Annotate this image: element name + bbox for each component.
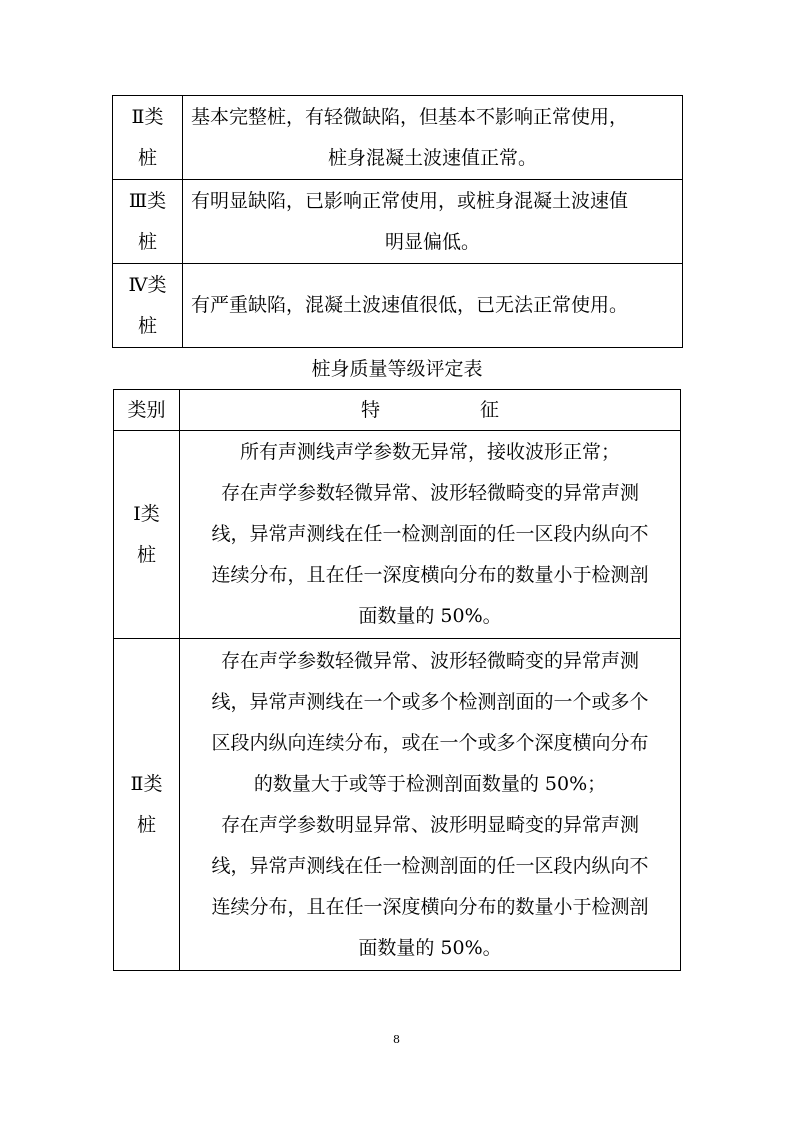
category-label-suffix: 桩	[137, 146, 157, 169]
category-label: Ⅲ类	[128, 189, 167, 212]
category-label: Ⅱ类	[131, 105, 164, 128]
grade-table-top	[112, 95, 683, 348]
category-cell	[113, 96, 183, 180]
table-row	[114, 431, 681, 639]
category-label-suffix: 桩	[137, 230, 157, 253]
feature-line: 所有声测线声学参数无异常，接收波形正常；	[239, 441, 620, 463]
table-header-row	[114, 390, 681, 431]
feature-line: 存在声学参数轻微异常、波形轻微畸变的异常声测	[220, 482, 639, 504]
feature-line: 连续分布，且在任一深度横向分布的数量小于检测剖	[211, 564, 649, 586]
feature-line: 的数量大于或等于检测剖面数量的 50%；	[253, 772, 607, 795]
category-cell	[113, 180, 183, 264]
table-caption: 桩身质量等级评定表	[311, 358, 483, 380]
table-row	[113, 180, 683, 264]
header-category: 类别	[114, 390, 180, 431]
category-label: Ⅳ类	[128, 273, 167, 296]
category-cell	[114, 639, 180, 971]
description-line: 有严重缺陷，混凝土波速值很低，已无法正常使用。	[191, 294, 629, 316]
header-feature-char: 征	[480, 399, 500, 421]
category-label-suffix: 桩	[137, 314, 157, 337]
pile-quality-grade-table	[113, 389, 681, 971]
table-row	[113, 264, 683, 348]
table-row	[113, 96, 683, 180]
category-label-suffix: 桩	[136, 543, 156, 566]
description-line: 有明显缺陷，已影响正常使用，或桩身混凝土波速值	[191, 189, 629, 212]
category-cell	[114, 431, 180, 639]
header-feature-char: 特	[360, 399, 380, 421]
feature-line: 存在声学参数轻微异常、波形轻微畸变的异常声测	[220, 649, 639, 672]
description-cell	[183, 264, 683, 348]
description-line: 明显偏低。	[384, 230, 480, 253]
feature-line: 线，异常声测线在任一检测剖面的任一区段内纵向不	[211, 523, 649, 545]
feature-line: 面数量的 50%。	[358, 936, 502, 959]
feature-line: 面数量的 50%。	[358, 605, 502, 627]
feature-line: 线，异常声测线在任一检测剖面的任一区段内纵向不	[211, 854, 649, 877]
description-line: 基本完整桩，有轻微缺陷，但基本不影响正常使用，	[191, 105, 629, 128]
feature-line: 连续分布，且在任一深度横向分布的数量小于检测剖	[211, 895, 649, 918]
description-cell	[183, 180, 683, 264]
table-row	[114, 639, 681, 971]
description-line: 桩身混凝土波速值正常。	[327, 146, 537, 169]
feature-line: 存在声学参数明显异常、波形明显畸变的异常声测	[220, 813, 639, 836]
category-label: Ⅱ类	[130, 772, 163, 795]
category-label: Ⅰ类	[133, 502, 160, 525]
header-feature	[180, 390, 681, 431]
category-cell	[113, 264, 183, 348]
description-cell	[183, 96, 683, 180]
feature-cell	[180, 431, 681, 639]
feature-line: 线，异常声测线在一个或多个检测剖面的一个或多个	[211, 690, 649, 713]
feature-cell	[180, 639, 681, 971]
feature-line: 区段内纵向连续分布，或在一个或多个深度横向分布	[211, 731, 649, 754]
page-number: 8	[393, 1033, 400, 1046]
category-label-suffix: 桩	[136, 813, 156, 836]
